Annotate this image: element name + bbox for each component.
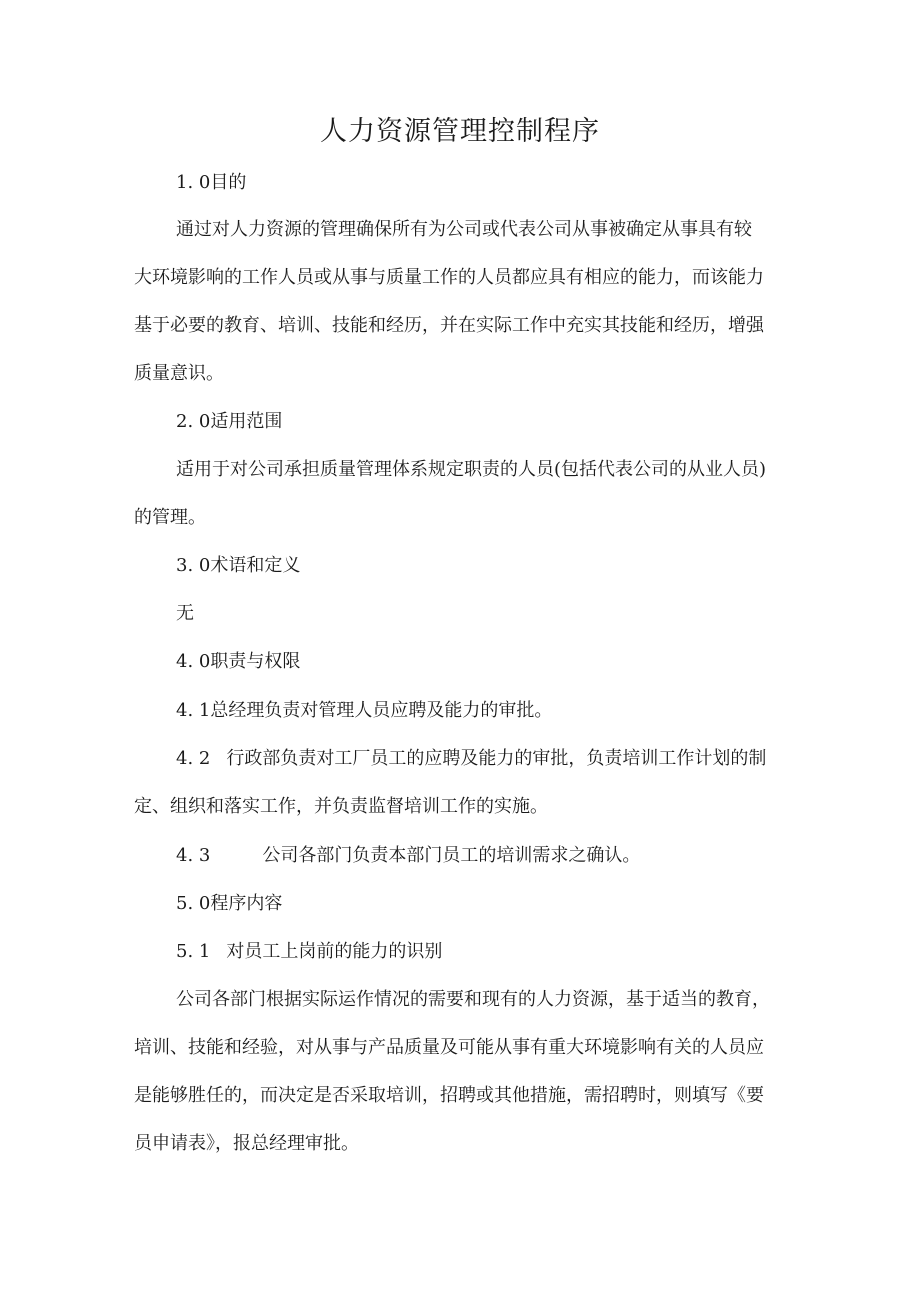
section-4-heading: 4. 0职责与权限 (176, 651, 301, 672)
section-2-body-line: 的管理。 (134, 507, 206, 528)
section-5-body-line: 公司各部门根据实际运作情况的需要和现有的人力资源，基于适当的教育， (176, 989, 770, 1010)
section-5-body-line: 培训、技能和经验，对从事与产品质量及可能从事有重大环境影响有关的人员应 (134, 1037, 764, 1058)
item-4-3-text: 公司各部门负责本部门员工的培训需求之确认。 (262, 845, 641, 866)
item-4-2 (176, 746, 766, 772)
section-1-body-line: 通过对人力资源的管理确保所有为公司或代表公司从事被确定从事具有较 (176, 219, 752, 240)
section-1-body-line: 基于必要的教育、培训、技能和经历，并在实际工作中充实其技能和经历，增强 (134, 315, 764, 336)
item-4-3 (176, 843, 640, 869)
item-4-3-number: 4. 3 (176, 845, 211, 866)
item-5-1-number: 5. 1 (176, 941, 211, 962)
section-5-heading: 5. 0程序内容 (176, 893, 283, 914)
item-5-1 (176, 939, 442, 965)
item-4-1: 4. 1总经理负责对管理人员应聘及能力的审批。 (176, 700, 553, 721)
section-1-body-line: 质量意识。 (134, 363, 224, 384)
section-3-body: 无 (176, 603, 194, 624)
section-2-heading: 2. 0适用范围 (176, 411, 283, 432)
section-1-heading: 1. 0目的 (176, 172, 247, 193)
item-5-1-text: 对员工上岗前的能力的识别 (226, 941, 443, 962)
document-title: 人力资源管理控制程序 (320, 116, 600, 147)
item-4-2-continuation: 定、组织和落实工作，并负责监督培训工作的实施。 (134, 796, 548, 817)
section-1-body-line: 大环境影响的工作人员或从事与质量工作的人员都应具有相应的能力，而该能力 (134, 267, 764, 288)
item-4-2-text: 行政部负责对工厂员工的应聘及能力的审批，负责培训工作计划的制 (226, 748, 767, 769)
section-5-body-line: 员申请表》，报总经理审批。 (134, 1133, 359, 1154)
section-5-body-line: 是能够胜任的，而决定是否采取培训，招聘或其他措施，需招聘时，则填写《要 (134, 1085, 764, 1106)
section-3-heading: 3. 0术语和定义 (176, 555, 301, 576)
item-4-2-number: 4. 2 (176, 748, 211, 769)
section-2-body-line: 适用于对公司承担质量管理体系规定职责的人员(包括代表公司的从业人员) (176, 459, 767, 480)
